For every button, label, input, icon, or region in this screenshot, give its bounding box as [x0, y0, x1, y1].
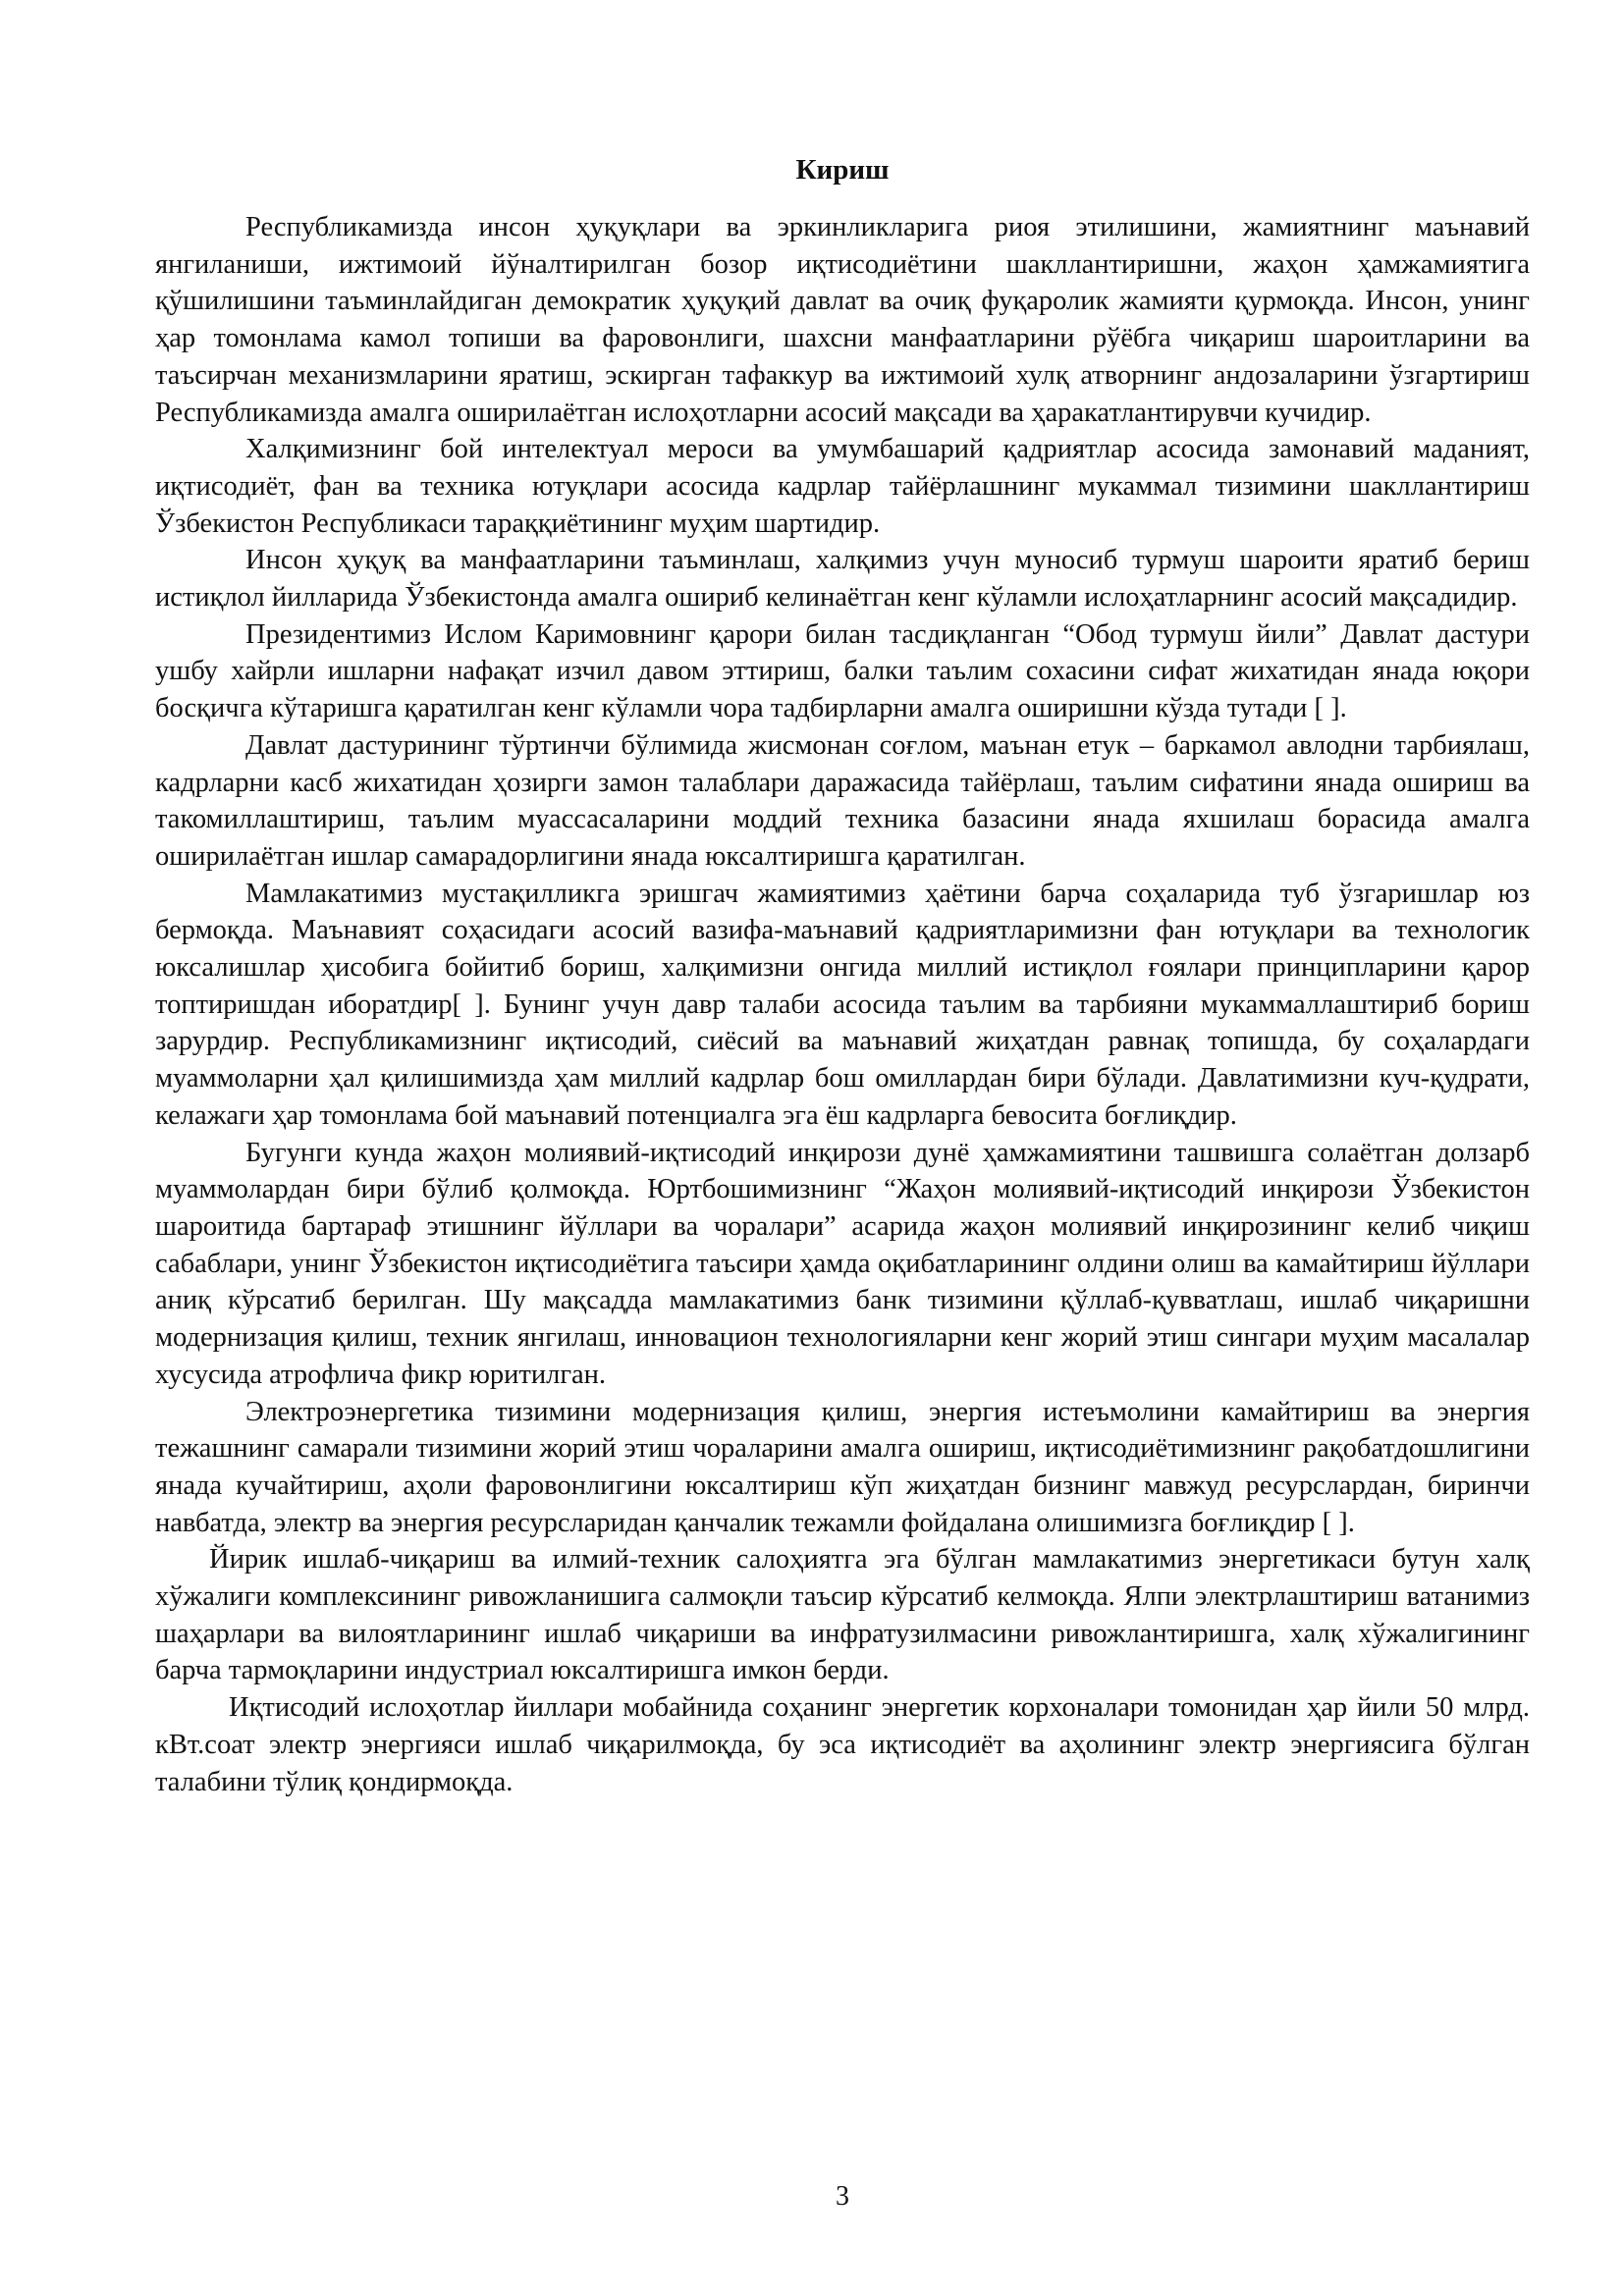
paragraph-7: Бугунги кунда жаҳон молиявий-иқтисодий инқирози дунё ҳамжамиятини ташвишга солаётган долзарб муаммолардан бири бўлиб қолмоқда. Юртбошимизнинг “Жаҳон молиявий-иқтисодий инқирози Ўзбекистон шароитида бартараф этишнинг йўллари ва чоралари” асарида жаҳон молиявий инқирозининг келиб чиқиш сабаблари, унинг Ўзбекистон иқтисодиётига таъсири ҳамда оқибатларининг олдини олиш ва камайтириш йўллари аниқ кўрсатиб берилган. Шу мақсадда мамлакатимиз банк тизимини қўллаб-қувватлаш, ишлаб чиқаришни модернизация қилиш, техник янгилаш, инновацион технологияларни кенг жорий этиш сингари муҳим масалалар хусусида атрофлича фикр юритилган. — [155, 1137, 1530, 1390]
paragraph-9: Йирик ишлаб-чиқариш ва илмий-техник салоҳиятга эга бўлган мамлакатимиз энергетикаси бутун халқ хўжалиги комплексининг ривожланишига салмоқли таъсир кўрсатиб келмоқда. Ялпи электрлаштириш ватанимиз шаҳарлари ва вилоятларининг ишлаб чиқариши ва инфратузилмасини ривожлантиришга, халқ хўжалигининг барча тармоқларини индустриал юксалтиришга имкон берди. — [155, 1544, 1530, 1686]
page-title: Кириш — [795, 154, 890, 186]
document-page — [155, 0, 1530, 2296]
paragraph-5: Давлат дастурининг тўртинчи бўлимида жисмонан соғлом, маънан етук – баркамол авлодни тарбиялаш, кадрларни касб жихатидан ҳозирги замон талаблари даражасида тайёрлаш, таълим сифатини янада ошириш ва такомиллаштириш, таълим муассасаларини моддий техника базасини янада яхшилаш борасида амалга оширилаётган ишлар самарадорлигини янада юксалтиришга қаратилган. — [155, 729, 1530, 872]
paragraph-6: Мамлакатимиз мустақилликга эришгач жамиятимиз ҳаётини барча соҳаларида туб ўзгаришлар юз бермоқда. Маънавият соҳасидаги асосий вазифа-маънавий қадриятларимизни фан ютуқлари ва технологик юксалишлар ҳисобига бойитиб бориш, халқимизни онгида миллий истиқлол ғоялари принципларини қарор топтиришдан иборатдир[ ]. Бунинг учун давр талаби асосида таълим ва тарбияни мукаммаллаштириб бориш зарурдир. Республикамизнинг иқтисодий, сиёсий ва маънавий жиҳатдан равнақ топишда, бу соҳалардаги муаммоларни ҳал қилишимизда ҳам миллий кадрлар бош омиллардан бири бўлади. Давлатимизни куч-қудрати, келажаги ҳар томонлама бой маънавий потенциалга эга ёш кадрларга бевосита боғлиқдир. — [155, 878, 1530, 1131]
paragraph-2: Халқимизнинг бой интелектуал мероси ва умумбашарий қадриятлар асосида замонавий маданият, иқтисодиёт, фан ва техника ютуқлари асосида кадрлар тайёрлашнинг мукаммал тизимини шакллантириш Ўзбекистон Республикаси тараққиётининг муҳим шартидир. — [155, 434, 1530, 539]
paragraph-4: Президентимиз Ислом Каримовнинг қарори билан тасдиқланган “Обод турмуш йили” Давлат дастури ушбу хайрли ишларни нафақат изчил давом эттириш, балки таълим сохасини сифат жихатидан янада юқори босқичга кўтаришга қаратилган кенг кўламли чора тадбирларни амалга оширишни кўзда тутади [ ]. — [155, 618, 1530, 724]
paragraph-10: Иқтисодий ислоҳотлар йиллари мобайнида соҳанинг энергетик корхоналари томонидан ҳар йили 50 млрд. кВт.соат электр энергияси ишлаб чиқарилмоқда, бу эса иқтисодиёт ва аҳолининг электр энергиясига бўлган талабини тўлиқ қондирмоқда. — [155, 1692, 1530, 1797]
page-number: 3 — [836, 2181, 849, 2212]
paragraph-8: Электроэнергетика тизимини модернизация қилиш, энергия истеъмолини камайтириш ва энергия тежашнинг самарали тизимини жорий этиш чораларини амалга ошириш, иқтисодиётимизнинг рақобатдошлигини янада кучайтириш, аҳоли фаровонлигини юксалтириш кўп жиҳатдан бизнинг мавжуд ресурслардан, биринчи навбатда, электр ва энергия ресурсларидан қанчалик тежамли фойдалана олишимизга боғлиқдир [ ]. — [155, 1396, 1530, 1538]
paragraph-3: Инсон ҳуқуқ ва манфаатларини таъминлаш, халқимиз учун муносиб турмуш шароити яратиб бериш истиқлол йилларида Ўзбекистонда амалга ошириб келинаётган кенг кўламли ислоҳатларнинг асосий мақсадидир. — [155, 545, 1530, 614]
document-body — [155, 209, 1530, 1800]
paragraph-1: Республикамизда инсон ҳуқуқлари ва эркинликларига риоя этилишини, жамиятнинг маънавий янгиланиши, ижтимоий йўналтирилган бозор иқтисодиётини шакллантиришни, жаҳон ҳамжамиятига қўшилишини таъминлайдиган демократик ҳуқуқий давлат ва очиқ фуқаролик жамияти қурмоқда. Инсон, унинг ҳар томонлама камол топиши ва фаровонлиги, шахсни манфаатларини рўёбга чиқариш шароитларини ва таъсирчан механизмларини яратиш, эскирган тафаккур ва ижтимоий хулқ атворнинг андозаларини ўзгартириш Республикамизда амалга оширилаётган ислоҳотларни асосий мақсади ва ҳаракатлантирувчи кучидир. — [155, 212, 1530, 428]
